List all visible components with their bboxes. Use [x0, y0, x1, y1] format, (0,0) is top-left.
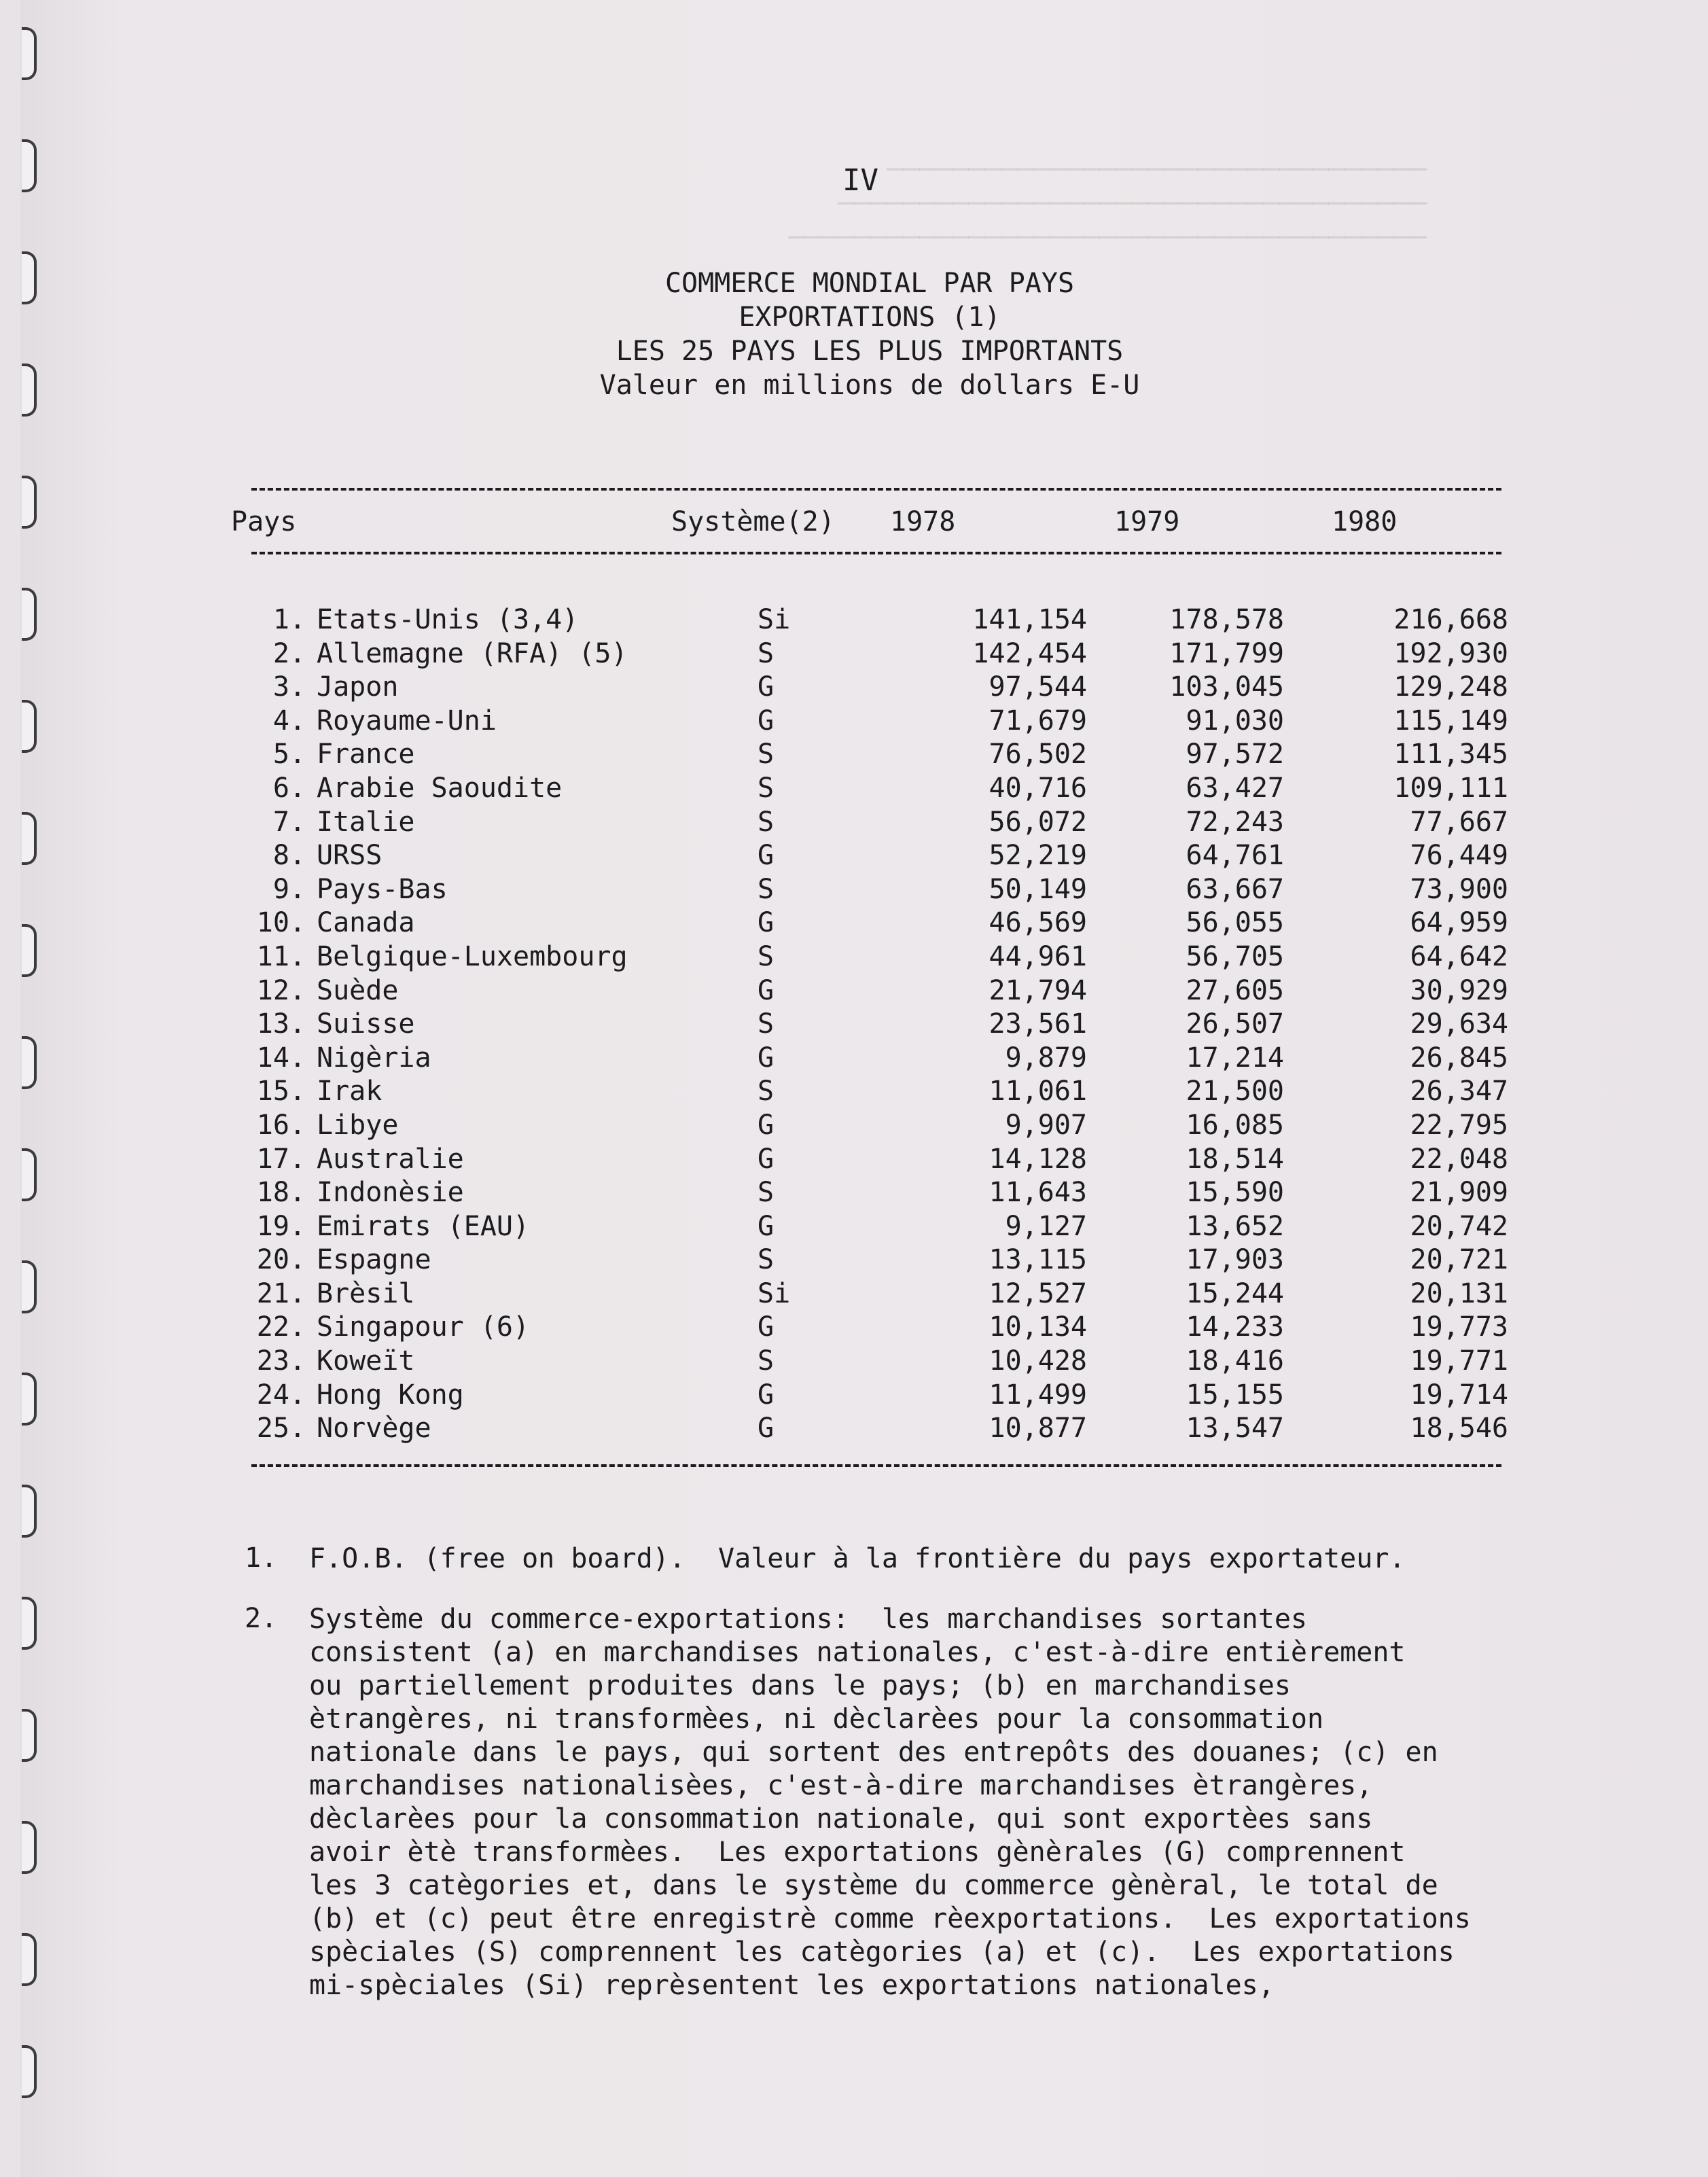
- rank-cell: 17.: [256, 1143, 306, 1175]
- table-row: [251, 873, 1508, 907]
- table-row: [251, 1176, 1508, 1210]
- rank-cell: 5.: [272, 739, 306, 771]
- country-cell: Japon: [317, 671, 399, 703]
- table-row: [251, 1210, 1508, 1244]
- table-row: [251, 1109, 1508, 1143]
- rank-cell: 23.: [256, 1345, 306, 1377]
- value-1978-cell: 23,561: [989, 1008, 1087, 1040]
- page-number: IV: [842, 163, 878, 198]
- footnote-line: dèclarèes pour la consommation nationale, qui sont exportèes sans: [309, 1803, 1373, 1835]
- value-1979-cell: 26,507: [1186, 1008, 1284, 1040]
- value-1980-cell: 19,771: [1410, 1345, 1508, 1377]
- value-1978-cell: 9,879: [1005, 1042, 1087, 1074]
- value-1978-cell: 9,127: [1005, 1210, 1087, 1242]
- system-cell: S: [758, 637, 775, 669]
- value-1978-cell: 97,544: [989, 671, 1087, 703]
- footnote-line: ètrangères, ni transformèes, ni dèclarèes pour la consommation: [309, 1703, 1324, 1735]
- value-1979-cell: 97,572: [1186, 739, 1284, 771]
- value-1978-cell: 12,527: [989, 1277, 1087, 1309]
- binding-ring: [22, 1709, 37, 1762]
- table-bottom-rule: [251, 1464, 1501, 1467]
- rank-cell: 19.: [256, 1210, 306, 1242]
- table-heading: [245, 266, 1495, 402]
- value-1980-cell: 22,795: [1410, 1109, 1508, 1141]
- rank-cell: 24.: [256, 1379, 306, 1411]
- binding-ring: [22, 251, 37, 304]
- value-1980-cell: 216,668: [1393, 604, 1508, 635]
- value-1980-cell: 21,909: [1410, 1177, 1508, 1209]
- table-row: [251, 1243, 1508, 1277]
- footnote-text: [309, 1542, 1535, 1576]
- table-top-rule: [251, 488, 1501, 491]
- heading-subtitle: EXPORTATIONS (1): [739, 302, 1001, 333]
- rank-cell: 1.: [272, 604, 306, 635]
- value-1980-cell: 64,642: [1410, 940, 1508, 972]
- value-1979-cell: 27,605: [1186, 974, 1284, 1006]
- value-1978-cell: 71,679: [989, 705, 1087, 737]
- country-cell: Arabie Saoudite: [317, 772, 563, 804]
- value-1978-cell: 13,115: [989, 1244, 1087, 1276]
- country-cell: Allemagne (RFA) (5): [317, 637, 628, 669]
- binding-ring: [22, 1260, 37, 1313]
- value-1978-cell: 11,499: [989, 1379, 1087, 1411]
- rank-cell: 4.: [272, 705, 306, 737]
- value-1979-cell: 103,045: [1169, 671, 1284, 703]
- binding-ring: [22, 1148, 37, 1201]
- value-1979-cell: 178,578: [1169, 604, 1284, 635]
- rank-cell: 21.: [256, 1277, 306, 1309]
- table-row: [251, 1042, 1508, 1076]
- value-1979-cell: 72,243: [1186, 806, 1284, 838]
- value-1980-cell: 64,959: [1410, 907, 1508, 939]
- value-1978-cell: 11,643: [989, 1177, 1087, 1209]
- value-1978-cell: 14,128: [989, 1143, 1087, 1175]
- value-1979-cell: 21,500: [1186, 1076, 1284, 1108]
- value-1980-cell: 109,111: [1393, 772, 1508, 804]
- country-cell: Belgique-Luxembourg: [317, 940, 628, 972]
- country-cell: Libye: [317, 1109, 399, 1141]
- country-cell: Nigèria: [317, 1042, 431, 1074]
- rank-cell: 15.: [256, 1076, 306, 1108]
- system-cell: G: [758, 974, 775, 1006]
- heading-subtitle: LES 25 PAYS LES PLUS IMPORTANTS: [616, 336, 1124, 367]
- system-cell: G: [758, 840, 775, 872]
- country-cell: Italie: [317, 806, 415, 838]
- system-cell: S: [758, 1244, 775, 1276]
- footnote-line: mi-spèciales (Si) reprèsentent les exportations nationales,: [309, 1970, 1275, 2001]
- value-1979-cell: 15,590: [1186, 1177, 1284, 1209]
- heading-unit: Valeur en millions de dollars E-U: [599, 370, 1140, 401]
- value-1980-cell: 77,667: [1410, 806, 1508, 838]
- value-1978-cell: 50,149: [989, 873, 1087, 905]
- binding-ring: [22, 476, 37, 529]
- system-cell: S: [758, 1076, 775, 1108]
- binding-ring: [22, 812, 37, 865]
- country-cell: Espagne: [317, 1244, 431, 1276]
- country-cell: Singapour (6): [317, 1311, 530, 1343]
- table-row: [251, 974, 1508, 1008]
- rank-cell: 14.: [256, 1042, 306, 1074]
- document-page: [20, 0, 1708, 2177]
- value-1979-cell: 63,667: [1186, 873, 1284, 905]
- table-row: [251, 1412, 1508, 1446]
- value-1978-cell: 44,961: [989, 940, 1087, 972]
- rank-cell: 6.: [272, 772, 306, 804]
- value-1978-cell: 141,154: [972, 604, 1087, 635]
- value-1979-cell: 63,427: [1186, 772, 1284, 804]
- footnote-number: 1.: [245, 1542, 278, 1574]
- rank-cell: 22.: [256, 1311, 306, 1343]
- system-cell: G: [758, 907, 775, 939]
- rank-cell: 2.: [272, 637, 306, 669]
- binding-ring: [22, 139, 37, 192]
- system-cell: S: [758, 1008, 775, 1040]
- table-row: [251, 839, 1508, 873]
- country-cell: Koweït: [317, 1345, 415, 1377]
- rank-cell: 16.: [256, 1109, 306, 1141]
- system-cell: S: [758, 1177, 775, 1209]
- value-1979-cell: 17,214: [1186, 1042, 1284, 1074]
- value-1980-cell: 26,845: [1410, 1042, 1508, 1074]
- column-header-1980: 1980: [1332, 506, 1398, 537]
- value-1978-cell: 21,794: [989, 974, 1087, 1006]
- binding-ring: [22, 1597, 37, 1650]
- footnote-line: ou partiellement produites dans le pays; (b) en marchandises: [309, 1670, 1291, 1701]
- table-row: [251, 738, 1508, 772]
- value-1979-cell: 91,030: [1186, 705, 1284, 737]
- footnote-line: avoir ètè transformèes. Les exportations gènèrales (G) comprennent: [309, 1837, 1406, 1868]
- system-cell: G: [758, 1311, 775, 1343]
- binding-ring: [22, 1821, 37, 1874]
- value-1980-cell: 111,345: [1393, 739, 1508, 771]
- footnote-line: consistent (a) en marchandises nationales, c'est-à-dire entièrement: [309, 1637, 1406, 1668]
- country-cell: Pays-Bas: [317, 873, 448, 905]
- value-1978-cell: 46,569: [989, 907, 1087, 939]
- column-header-1978: 1978: [890, 506, 956, 537]
- show-through-text: ───────────────────────────────── ──────────────────────────────────── ───────────────────────────────────────: [788, 154, 1427, 253]
- footnote-text: [309, 1603, 1535, 2002]
- system-cell: G: [758, 1109, 775, 1141]
- country-cell: Brèsil: [317, 1277, 415, 1309]
- value-1980-cell: 20,721: [1410, 1244, 1508, 1276]
- rank-cell: 13.: [256, 1008, 306, 1040]
- value-1978-cell: 10,428: [989, 1345, 1087, 1377]
- system-cell: G: [758, 1379, 775, 1411]
- system-cell: Si: [758, 604, 791, 635]
- value-1978-cell: 56,072: [989, 806, 1087, 838]
- table-row: [251, 772, 1508, 806]
- country-cell: France: [317, 739, 415, 771]
- country-cell: Emirats (EAU): [317, 1210, 530, 1242]
- country-cell: Royaume-Uni: [317, 705, 497, 737]
- value-1979-cell: 56,705: [1186, 940, 1284, 972]
- value-1979-cell: 18,416: [1186, 1345, 1284, 1377]
- table-row: [251, 806, 1508, 840]
- footnote-line: F.O.B. (free on board). Valeur à la frontière du pays exportateur.: [309, 1543, 1406, 1574]
- value-1979-cell: 17,903: [1186, 1244, 1284, 1276]
- footnote-line: spèciales (S) comprennent les catègories (a) et (c). Les exportations: [309, 1936, 1455, 1968]
- country-cell: URSS: [317, 840, 382, 872]
- rank-cell: 20.: [256, 1244, 306, 1276]
- value-1978-cell: 9,907: [1005, 1109, 1087, 1141]
- value-1980-cell: 30,929: [1410, 974, 1508, 1006]
- column-header-country: Pays: [231, 506, 297, 537]
- system-cell: S: [758, 806, 775, 838]
- column-header-1979: 1979: [1114, 506, 1180, 537]
- binding-ring: [22, 364, 37, 417]
- footnote-line: les 3 catègories et, dans le système du commerce gènèral, le total de: [309, 1870, 1438, 1901]
- country-cell: Norvège: [317, 1413, 431, 1445]
- binding-ring: [22, 1485, 37, 1538]
- value-1980-cell: 26,347: [1410, 1076, 1508, 1108]
- value-1978-cell: 52,219: [989, 840, 1087, 872]
- value-1979-cell: 56,055: [1186, 907, 1284, 939]
- rank-cell: 11.: [256, 940, 306, 972]
- system-cell: S: [758, 739, 775, 771]
- value-1980-cell: 18,546: [1410, 1413, 1508, 1445]
- rank-cell: 12.: [256, 974, 306, 1006]
- header-bottom-rule: [251, 552, 1501, 554]
- footnote: [245, 1603, 1535, 2002]
- value-1979-cell: 16,085: [1186, 1109, 1284, 1141]
- footnote-line: nationale dans le pays, qui sortent des entrepôts des douanes; (c) en: [309, 1737, 1438, 1768]
- value-1978-cell: 142,454: [972, 637, 1087, 669]
- binding-ring: [22, 700, 37, 753]
- system-cell: G: [758, 1413, 775, 1445]
- table-row: [251, 1075, 1508, 1109]
- rank-cell: 25.: [256, 1413, 306, 1445]
- table-row: [251, 1277, 1508, 1311]
- country-cell: Etats-Unis (3,4): [317, 604, 579, 635]
- binding-ring: [22, 1036, 37, 1089]
- country-cell: Suisse: [317, 1008, 415, 1040]
- country-cell: Hong Kong: [317, 1379, 464, 1411]
- table-row: [251, 603, 1508, 637]
- binding-ring: [22, 2045, 37, 2098]
- table-row: [251, 671, 1508, 705]
- rank-cell: 10.: [256, 907, 306, 939]
- country-cell: Irak: [317, 1076, 382, 1108]
- rank-cell: 7.: [272, 806, 306, 838]
- rank-cell: 3.: [272, 671, 306, 703]
- footnote-number: 2.: [245, 1603, 278, 1634]
- country-cell: Suède: [317, 974, 399, 1006]
- table-row: [251, 906, 1508, 940]
- binding-ring: [22, 27, 37, 80]
- value-1980-cell: 192,930: [1393, 637, 1508, 669]
- value-1980-cell: 76,449: [1410, 840, 1508, 872]
- value-1979-cell: 171,799: [1169, 637, 1284, 669]
- value-1980-cell: 22,048: [1410, 1143, 1508, 1175]
- value-1980-cell: 29,634: [1410, 1008, 1508, 1040]
- country-cell: Australie: [317, 1143, 464, 1175]
- value-1980-cell: 20,742: [1410, 1210, 1508, 1242]
- table-row: [251, 637, 1508, 671]
- value-1980-cell: 20,131: [1410, 1277, 1508, 1309]
- table-row: [251, 1345, 1508, 1379]
- system-cell: G: [758, 1210, 775, 1242]
- value-1979-cell: 14,233: [1186, 1311, 1284, 1343]
- value-1979-cell: 64,761: [1186, 840, 1284, 872]
- value-1978-cell: 10,877: [989, 1413, 1087, 1445]
- footnote-line: Système du commerce-exportations: les marchandises sortantes: [309, 1604, 1308, 1635]
- rank-cell: 8.: [272, 840, 306, 872]
- value-1979-cell: 13,547: [1186, 1413, 1284, 1445]
- value-1978-cell: 11,061: [989, 1076, 1087, 1108]
- country-cell: Canada: [317, 907, 415, 939]
- footnotes: [245, 1542, 1535, 2030]
- system-cell: G: [758, 1042, 775, 1074]
- table-row: [251, 1311, 1508, 1345]
- country-cell: Indonèsie: [317, 1177, 464, 1209]
- column-header-system: Système(2): [671, 506, 835, 537]
- table-row: [251, 705, 1508, 739]
- value-1980-cell: 73,900: [1410, 873, 1508, 905]
- value-1980-cell: 129,248: [1393, 671, 1508, 703]
- heading-title: COMMERCE MONDIAL PAR PAYS: [664, 268, 1075, 299]
- value-1978-cell: 76,502: [989, 739, 1087, 771]
- footnote: [245, 1542, 1535, 1576]
- binding-ring: [22, 1373, 37, 1426]
- value-1979-cell: 15,244: [1186, 1277, 1284, 1309]
- rank-cell: 18.: [256, 1177, 306, 1209]
- rank-cell: 9.: [272, 873, 306, 905]
- system-cell: G: [758, 705, 775, 737]
- footnote-line: (b) et (c) peut être enregistrè comme rèexportations. Les exportations: [309, 1903, 1471, 1934]
- system-cell: Si: [758, 1277, 791, 1309]
- system-cell: G: [758, 671, 775, 703]
- system-cell: G: [758, 1143, 775, 1175]
- system-cell: S: [758, 1345, 775, 1377]
- exports-table: [251, 603, 1508, 1446]
- binding-ring: [22, 924, 37, 977]
- binding-ring: [22, 1933, 37, 1986]
- system-cell: S: [758, 940, 775, 972]
- table-row: [251, 1008, 1508, 1042]
- table-row: [251, 1379, 1508, 1413]
- footnote-line: marchandises nationalisèes, c'est-à-dire marchandises ètrangères,: [309, 1770, 1373, 1801]
- value-1979-cell: 15,155: [1186, 1379, 1284, 1411]
- value-1980-cell: 115,149: [1393, 705, 1508, 737]
- binding-ring: [22, 588, 37, 641]
- value-1980-cell: 19,773: [1410, 1311, 1508, 1343]
- value-1979-cell: 13,652: [1186, 1210, 1284, 1242]
- system-cell: S: [758, 873, 775, 905]
- value-1978-cell: 10,134: [989, 1311, 1087, 1343]
- value-1979-cell: 18,514: [1186, 1143, 1284, 1175]
- system-cell: S: [758, 772, 775, 804]
- spiral-binding: [20, 0, 48, 2177]
- table-row: [251, 1143, 1508, 1177]
- value-1978-cell: 40,716: [989, 772, 1087, 804]
- value-1980-cell: 19,714: [1410, 1379, 1508, 1411]
- table-row: [251, 940, 1508, 974]
